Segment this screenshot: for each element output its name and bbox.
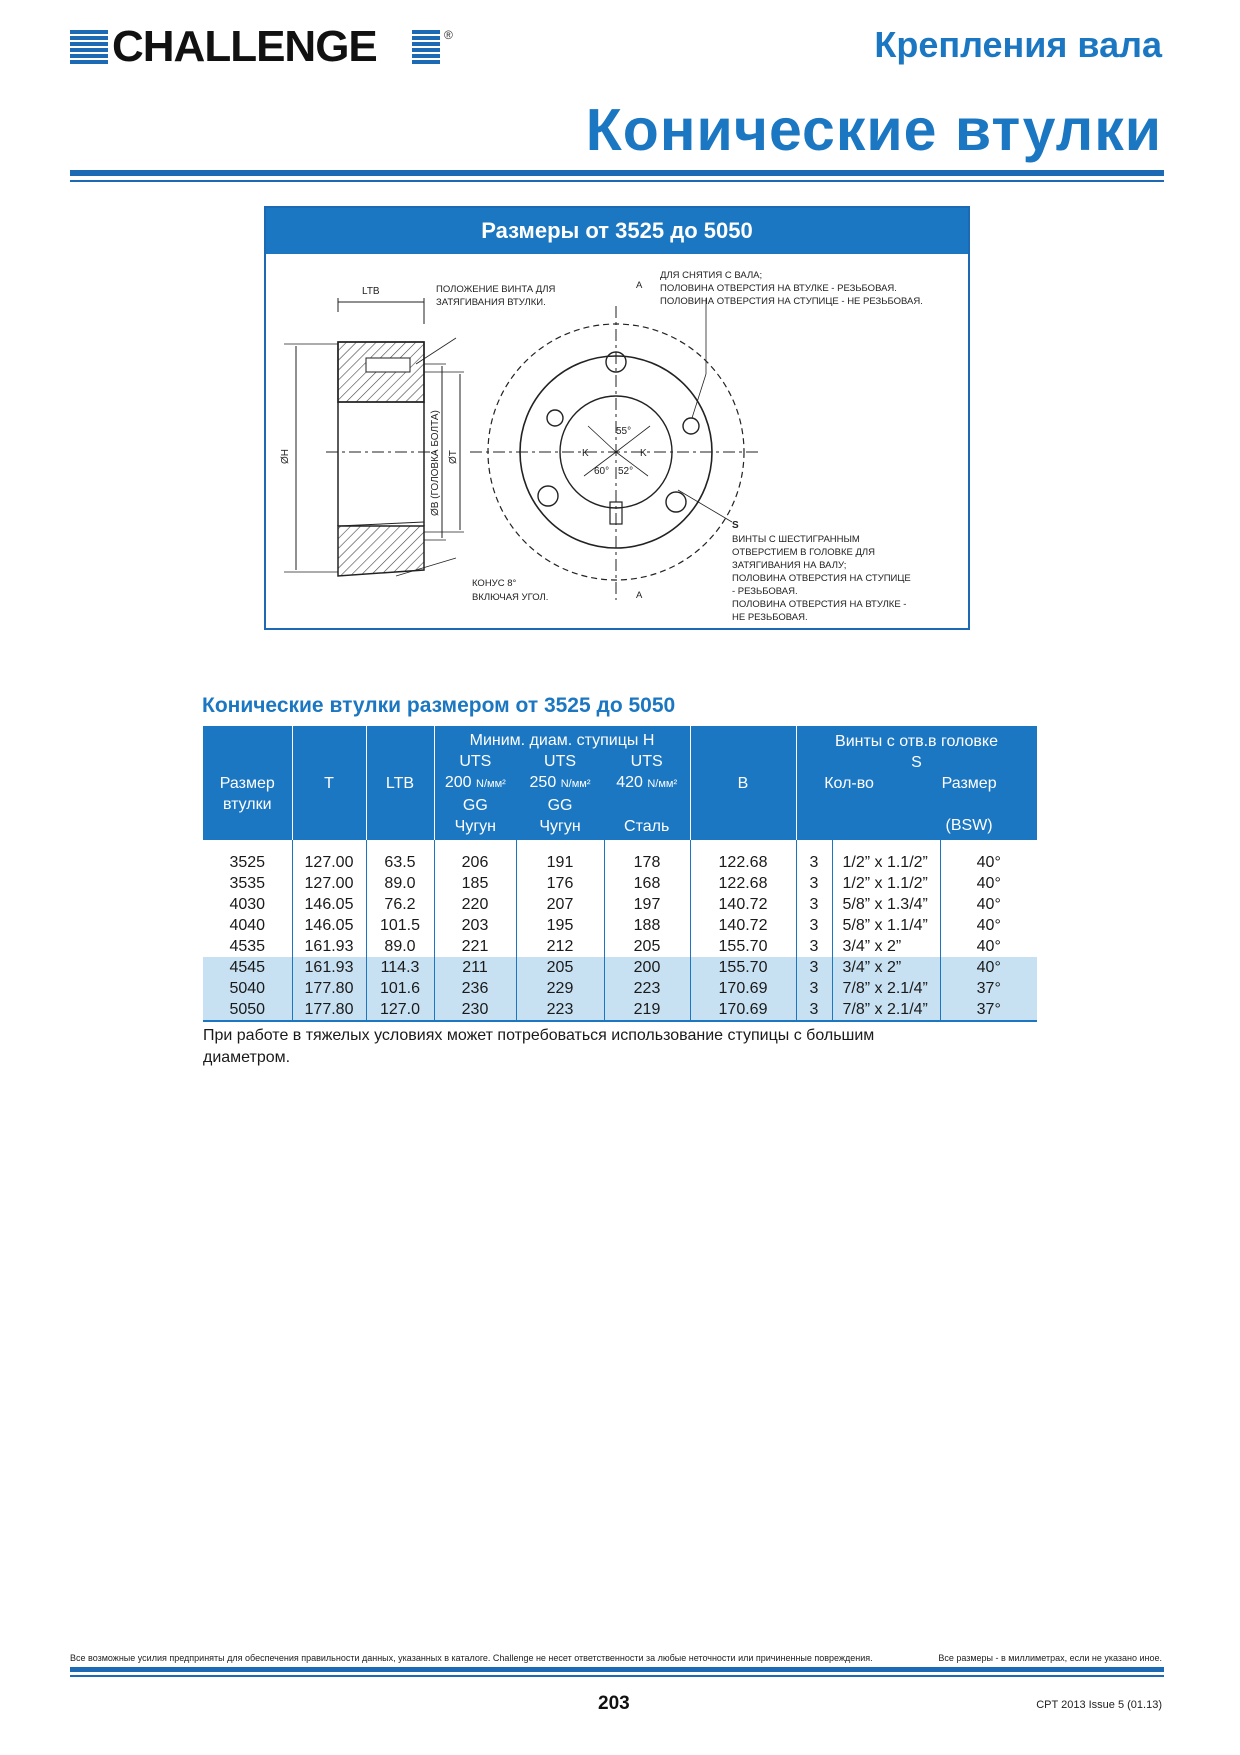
cell-size: 4030 [203,894,292,915]
cell-b: 122.68 [690,840,796,873]
cell-k: 40° [976,938,1001,955]
cell-b: 122.68 [690,873,796,894]
label-s-desc-6: ПОЛОВИНА ОТВЕРСТИЯ НА ВТУЛКЕ - [732,599,907,610]
label-s: S [732,520,739,531]
cell-ltb: 89.0 [366,936,434,957]
cell-min-hub-200: 230 [434,999,516,1021]
table-row [203,957,1037,978]
cell-ltb: 76.2 [366,894,434,915]
cell-min-hub-250: 223 [516,999,604,1021]
cell-screw-qty: 3 [796,894,832,915]
header-200-unit: N/мм² [476,777,506,790]
cell-k: 40° [940,957,1037,978]
header-screw-size: Размер [941,774,997,792]
cell-ltb: 101.5 [366,915,434,936]
cell-size: 3535 [203,873,292,894]
footer-rule-thin [70,1675,1164,1677]
label-k-right: K [640,448,647,459]
cell-b: 155.70 [690,957,796,978]
cell-min-hub-200: 185 [434,873,516,894]
label-dia-h: ØH [280,449,291,464]
cell-screw-qty: 3 [796,840,832,873]
header-bsw: (BSW) [945,816,993,834]
cell-k: 40° [976,896,1001,913]
cell-size: 5050 [203,999,292,1021]
header-subtitle: Крепления вала [874,24,1162,65]
logo-stripes-left [70,30,108,64]
cell-k: 40° [976,854,1001,871]
page-number: 203 [598,1693,630,1714]
cell-screw-size: 1/2” x 1.1/2” [832,873,940,894]
label-dia-t: ØT [448,450,459,464]
header-420-unit: N/мм² [647,777,678,790]
cell-ltb: 101.6 [366,978,434,999]
label-removal-3: ПОЛОВИНА ОТВЕРСТИЯ НА СТУПИЦЕ - НЕ РЕЗЬБОВАЯ. [660,296,923,307]
cell-size: 4040 [203,915,292,936]
cell-min-hub-200: 211 [434,957,516,978]
cell-min-hub-420: 205 [604,936,690,957]
cell-size: 4545 [203,957,292,978]
logo-registered-mark: ® [444,28,453,42]
cell-min-hub-420: 178 [604,840,690,873]
cell-min-hub-200: 221 [434,936,516,957]
header-steel: Сталь [624,817,670,835]
header-cast-iron-200: Чугун [454,817,497,835]
cell-min-hub-420: 223 [604,978,690,999]
footer-units-note: Все размеры - в миллиметрах, если не указано иное. [938,1653,1162,1663]
table-row [203,915,1037,936]
label-removal-2: ПОЛОВИНА ОТВЕРСТИЯ НА ВТУЛКЕ - РЕЗЬБОВАЯ. [660,283,897,294]
cell-screw-size: 5/8” x 1.3/4” [832,894,940,915]
logo-wordmark: CHALLENGE [112,22,377,71]
cell-t: 127.00 [292,873,366,894]
header-min-hub-group [434,726,690,840]
header-s: S [911,753,922,771]
cell-size: 5040 [203,978,292,999]
cell-t: 146.05 [292,894,366,915]
cell-size: 3525 [203,840,292,873]
cell-screw-qty: 3 [796,915,832,936]
cell-t: 161.93 [292,957,366,978]
table-title: Конические втулки размером от 3525 до 5050 [202,694,676,717]
table-body [203,840,1037,1021]
cell-screw-size: 5/8” x 1.1/4” [832,915,940,936]
cell-screw-size: 7/8” x 2.1/4” [832,978,940,999]
footer-disclaimer: Все возможные усилия предприняты для обеспечения правильности данных, указанных в каталоге. Challenge не несет ответственности за любые неточности или причиненные повреждения. [70,1653,873,1663]
cell-b: 140.72 [690,915,796,936]
cell-t: 127.00 [292,840,366,873]
diagram-title: Размеры от 3525 до 5050 [266,208,968,254]
table-row [203,873,1037,894]
cell-screw-qty: 3 [796,999,832,1021]
header-250-unit: N/мм² [560,777,591,790]
cell-screw-size: 7/8” x 2.1/4” [832,999,940,1021]
cell-min-hub-200: 206 [434,840,516,873]
header-uts-200: UTS [459,752,492,770]
label-dia-b: ØB (ГОЛОВКА БОЛТА) [430,410,441,516]
label-angle-55: 55° [616,426,632,437]
cell-screw-qty: 3 [796,936,832,957]
cell-b: 170.69 [690,999,796,1021]
header-min-hub: Миним. диам. ступицы H [469,731,655,749]
cell-t: 146.05 [292,915,366,936]
header-qty: Кол-во [824,774,874,792]
table-row [203,840,1037,873]
header-rule-thick [70,170,1164,176]
cell-screw-qty: 3 [796,957,832,978]
header-uts-250: UTS [544,752,577,770]
table-note: При работе в тяжелых условиях может потребоваться использование ступицы с большим диаметром. [203,1027,875,1066]
header-b [690,726,796,840]
table-row [203,999,1037,1021]
cell-screw-qty: 3 [796,978,832,999]
cell-min-hub-250: 207 [516,894,604,915]
label-s-desc-4: ПОЛОВИНА ОТВЕРСТИЯ НА СТУПИЦЕ [732,573,911,584]
header-size-line1: Размер [219,774,275,792]
cell-t: 177.80 [292,999,366,1021]
header-ltb [366,726,434,840]
cell-min-hub-250: 176 [516,873,604,894]
footer-rule-thick [70,1667,1164,1672]
front-view [470,298,762,600]
label-screw-position-1: ПОЛОЖЕНИЕ ВИНТА ДЛЯ [436,284,556,295]
cell-screw-size: 1/2” x 1.1/2” [832,840,940,873]
cell-min-hub-420: 219 [604,999,690,1021]
header-cast-iron-250: Чугун [539,817,581,835]
cell-screw-size: 3/4” x 2” [832,957,940,978]
cell-screw-size: 3/4” x 2” [832,936,940,957]
label-ltb: LTB [362,286,380,297]
header-t-label: T [324,774,334,792]
cell-min-hub-250: 205 [516,957,604,978]
cell-ltb: 89.0 [366,873,434,894]
cell-size: 4535 [203,936,292,957]
challenge-logo [70,22,470,71]
label-s-desc-3: ЗАТЯГИВАНИЯ НА ВАЛУ; [732,560,847,571]
header-250-value: 250 [529,773,557,791]
cell-b: 140.72 [690,894,796,915]
logo-stripes-right [412,30,440,64]
cell-b: 155.70 [690,936,796,957]
cell-ltb: 127.0 [366,999,434,1021]
cell-min-hub-200: 203 [434,915,516,936]
cell-ltb: 114.3 [366,957,434,978]
header-200-value: 200 [444,773,472,791]
label-removal-1: ДЛЯ СНЯТИЯ С ВАЛА; [660,270,763,281]
header-420-value: 420 [616,773,643,791]
cell-min-hub-250: 191 [516,840,604,873]
label-s-desc-7: НЕ РЕЗЬБОВАЯ. [732,612,808,623]
bushing-dimensions-table [203,726,1049,1022]
label-screw-position-2: ЗАТЯГИВАНИЯ ВТУЛКИ. [436,297,546,308]
cell-min-hub-420: 168 [604,873,690,894]
cell-min-hub-200: 220 [434,894,516,915]
label-s-desc-1: ВИНТЫ С ШЕСТИГРАННЫМ [732,534,860,545]
cell-screw-qty: 3 [796,873,832,894]
cell-min-hub-420: 200 [604,957,690,978]
label-section-a-top: A [636,280,643,291]
diagram-panel [264,206,970,630]
header-gg-200: GG [462,796,488,814]
page-title: Конические втулки [585,97,1162,163]
cell-b: 170.69 [690,978,796,999]
cell-min-hub-420: 197 [604,894,690,915]
cell-min-hub-200: 236 [434,978,516,999]
cell-k: 37° [940,999,1037,1021]
header-gg-250: GG [547,796,573,814]
cell-min-hub-250: 212 [516,936,604,957]
label-k-left: K [582,448,589,459]
label-taper-1: КОНУС 8° [472,578,517,589]
cell-k: 37° [940,978,1037,999]
header-rule-thin [70,180,1164,182]
label-taper-2: ВКЛЮЧАЯ УГОЛ. [472,592,549,603]
header-size [203,726,292,840]
cell-min-hub-250: 195 [516,915,604,936]
label-s-desc-5: - РЕЗЬБОВАЯ. [732,586,798,597]
label-angle-60: 60° [594,466,610,477]
table-header-row: Размер втулки T LTB Миним. диам. ступицы H UTS 200 N/мм² GG Чугун UTS 250 N/мм² GG Чугун UTS 420 N/мм² Сталь B Винты с отв.в головке S Кол-во Размер (BSW) K [203,726,1037,840]
table-row [203,978,1037,999]
header-screws: Винты с отв.в головке [835,732,998,750]
header-uts-420: UTS [630,752,663,770]
cell-t: 161.93 [292,936,366,957]
header-ltb-label: LTB [385,774,415,792]
issue-label: CPT 2013 Issue 5 (01.13) [1036,1699,1162,1711]
label-section-a-bottom: A [636,590,643,601]
cell-t: 177.80 [292,978,366,999]
table-row [203,936,1037,957]
label-s-desc-2: ОТВЕРСТИЕМ В ГОЛОВКЕ ДЛЯ [732,547,876,558]
table-row [203,894,1037,915]
cell-ltb: 63.5 [366,840,434,873]
header-screws-group [796,726,1037,840]
cell-k: 40° [976,875,1001,892]
header-t [292,726,366,840]
label-angle-52: 52° [618,466,634,477]
cell-min-hub-420: 188 [604,915,690,936]
cell-min-hub-250: 229 [516,978,604,999]
cell-k: 40° [976,917,1001,934]
header-b-label: B [737,774,749,792]
header-size-line2: втулки [222,795,272,813]
bushing-drawing [266,254,968,628]
